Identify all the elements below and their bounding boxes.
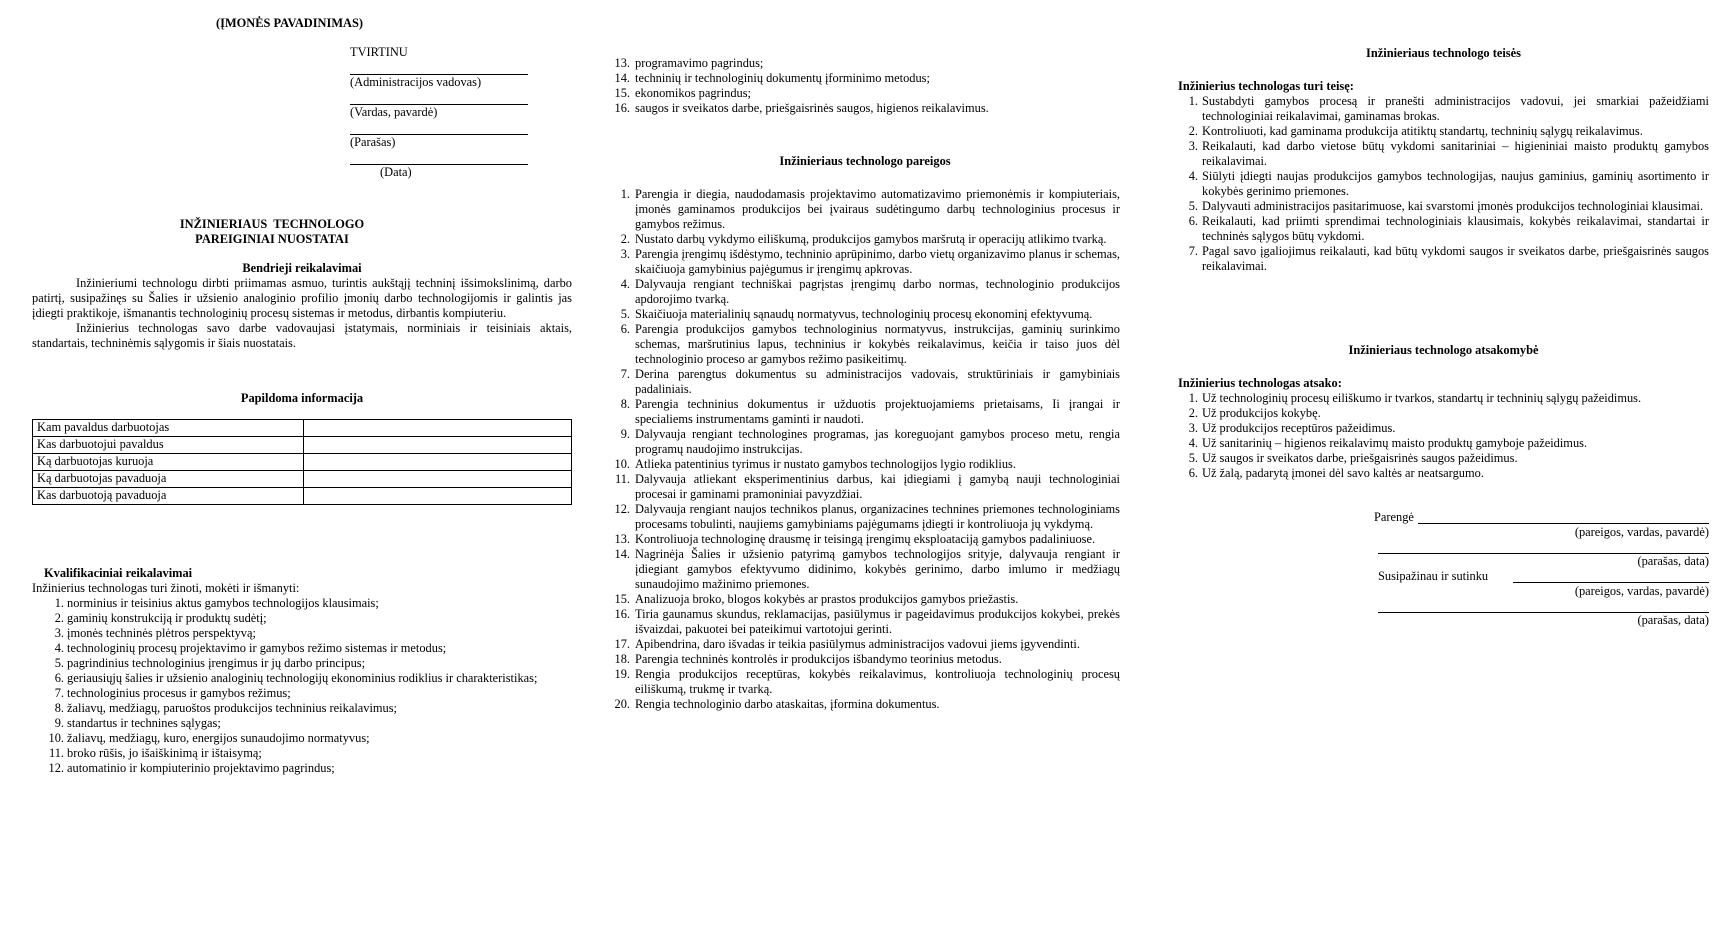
approval-line-label: (Vardas, pavardė): [350, 105, 438, 119]
qualification-list: [32, 596, 572, 776]
list-item-text: Parengia produkcijos gamybos technologinius normatyvus, instrukcijas, gaminių surinkimo schemas, maršrutinius lapus, techninius ir kokybės reikalavimus, keičia ir taiso juos dėl technologinio proceso ar gamybos režimo pasikeitimų.: [635, 322, 1120, 366]
paragraph: Inžinieriumi technologu dirbti priimamas asmuo, turintis aukštąjį techninį išsimokslinimą, darbo patirtį, susipažinęs su Šalies ir užsienio analoginio profilio įmonių darbo technologijomis ir galintis jas įdiegti praktikoje, išmanantis technologinių procesų sistemas ir metodus, dirbantis kompiuteriu.: [32, 276, 572, 320]
list-item-text: programavimo pagrindus;: [635, 56, 764, 70]
section-general: [32, 261, 572, 351]
list-item: 12. Dalyvauja rengiant naujos technikos planus, organizacines technines priemones technologiniams procesams tobulinti, naujiems gamybiniams pajėgumams įdiegti ir kontroliuoja jų vykdymą.: [614, 502, 1120, 531]
list-item-text: Už produkcijos receptūros pažeidimus.: [1202, 421, 1396, 435]
signature-line: [350, 120, 528, 135]
sign-date-note: (parašas, data): [1637, 554, 1709, 568]
table-cell-label: Kas darbuotojui pavaldus: [33, 437, 304, 454]
list-item-text: gaminių konstrukciją ir produktų sudėtį;: [67, 611, 267, 625]
list-item: 1. Sustabdyti gamybos procesą ir pranešti administracijos vadovui, jei smarkiai pažeidžiami technologiniai reikalavimai, gaminamas brokas.: [1188, 94, 1709, 123]
list-item-text: Kontroliuoti, kad gaminama produkcija atitiktų standartų, techninių sąlygų reikalavimus.: [1202, 124, 1643, 138]
signature-line: [1378, 540, 1709, 554]
list-item-text: Dalyvauja rengiant naujos technikos planus, organizacines technines priemones technologiniams procesams tobulinti, naujiems gamybiniams pajėgumams įdiegti ir kontroliuoja jų vykdymą.: [635, 502, 1120, 531]
list-item: 18. Parengia techninės kontrolės ir produkcijos išbandymo teorinius metodus.: [614, 652, 1002, 666]
list-item: 8. Parengia techninius dokumentus ir užduotis projektuojamiems prietaisams, Ii įrangai ir specialiems instrumentams gaminti ir naudoti.: [620, 397, 1120, 426]
list-item: 15. ekonomikos pagrindus;: [614, 86, 751, 100]
list-item: 7. Derina parengtus dokumentus su administracijos vadovais, struktūriniais ir gamybiniais padaliniais.: [620, 367, 1120, 396]
list-item: 6. Reikalauti, kad priimti sprendimai technologiniais klausimais, kokybės reikalavimai, standartai ir techninės sąlygos būtų vykdomi.: [1188, 214, 1709, 243]
list-item: 3. įmonės techninės plėtros perspektyvą;: [54, 626, 256, 640]
section-duties: [610, 154, 1120, 712]
list-item: 16. Tiria gaunamus skundus, reklamacijas, pasiūlymus ir pageidavimus produkcijos kokybei, prekės išvaizdai, pakuotei bei pateikimui vartotojui gerinti.: [614, 607, 1120, 636]
section-responsibility: [1178, 343, 1709, 481]
table-row: [33, 454, 572, 471]
list-item: 20. Rengia technologinio darbo ataskaitas, įformina dokumentus.: [614, 697, 940, 711]
list-item-text: Reikalauti, kad darbo vietose būtų vykdomi sanitariniai – higieniniai maisto produktų gamybos reikalavimai.: [1202, 139, 1709, 168]
list-item: 12. automatinio ir kompiuterinio projektavimo pagrindus;: [48, 761, 335, 775]
list-item: 5. Už saugos ir sveikatos darbe, priešgaisrinės saugos pažeidimus.: [1188, 451, 1518, 465]
list-item-text: žaliavų, medžiagų, kuro, energijos sunaudojimo normatyvus;: [67, 731, 370, 745]
table-cell-label: Kas darbuotoją pavaduoja: [33, 488, 304, 505]
section-subheading: Inžinierius technologas turi teisę:: [1178, 79, 1354, 93]
signature-line: [350, 90, 528, 105]
list-item-text: Už žalą, padarytą įmonei dėl savo kaltės ar neatsargumo.: [1202, 466, 1484, 480]
list-item-text: standartus ir technines sąlygas;: [67, 716, 221, 730]
list-item-text: Reikalauti, kad priimti sprendimai technologiniais klausimais, kokybės reikalavimai, standartai ir techninės sąlygos būtų vykdomi.: [1202, 214, 1709, 243]
list-item: 11. Dalyvauja atliekant eksperimentinius darbus, kai įdiegiami į gamybą nauji technologiniai procesai ir gaminami pramoniniai pavyzdžiai.: [614, 472, 1120, 501]
approval-date: (Data): [380, 165, 412, 179]
list-item: 2. Kontroliuoti, kad gaminama produkcija atitiktų standartų, techninių sąlygų reikalavimus.: [1188, 124, 1643, 138]
list-item: 7. technologinius procesus ir gamybos režimus;: [54, 686, 291, 700]
document-title-line: INŽINIERIAUS TECHNOLOGO: [179, 217, 365, 231]
list-item: 14. techninių ir technologinių dokumentų įforminimo metodus;: [614, 71, 930, 85]
section-qualification: [32, 566, 572, 776]
list-item-text: Parengia techninius dokumentus ir užduotis projektuojamiems prietaisams, Ii įrangai ir specialiems instrumentams gaminti ir naudoti.: [635, 397, 1120, 426]
table-row: [33, 420, 572, 437]
section-heading: Inžinieriaus technologo pareigos: [779, 154, 951, 168]
prepared-label: Parengė: [1374, 510, 1414, 524]
list-item: 6. Už žalą, padarytą įmonei dėl savo kaltės ar neatsargumo.: [1188, 466, 1484, 480]
list-item: 6. Parengia produkcijos gamybos technologinius normatyvus, instrukcijas, gaminių surinkimo schemas, maršrutinius lapus, techninius ir kokybės reikalavimus, keičia ir taiso juos dėl technologinio proceso ar gamybos režimo pasikeitimų.: [620, 322, 1120, 366]
list-item: 1. norminius ir teisinius aktus gamybos technologijos klausimais;: [54, 596, 379, 610]
company-name: (ĮMONĖS PAVADINIMAS): [216, 16, 363, 30]
list-item: 4. Dalyvauja rengiant techniškai pagrįstas įrengimų darbo normas, technologinio produkcijos apdorojimo tvarką.: [620, 277, 1120, 306]
acknowledged-row: [1178, 569, 1709, 584]
table-cell-label: Ką darbuotojas pavaduoja: [33, 471, 304, 488]
list-item-text: geriausiųjų šalies ir užsienio analoginių technologijų ekonominius rodiklius ir charakteristikas;: [67, 671, 538, 685]
list-item-text: Dalyvauti administracijos pasitarimuose, kai svarstomi įmonės produkcijos technologiniai klausimai.: [1202, 199, 1704, 213]
list-item: 14. Nagrinėja Šalies ir užsienio patyrimą gamybos technologijos srityje, dalyvauja rengiant ir įdiegiant gamybos efektyvumo didinimo, kokybės gerinimo, darbo imlumo ir medžiagų sunaudojimo mažinimo priemones.: [614, 547, 1120, 591]
list-item-text: Parengia techninės kontrolės ir produkcijos išbandymo teorinius metodus.: [635, 652, 1002, 666]
list-item-text: Rengia technologinio darbo ataskaitas, įformina dokumentus.: [635, 697, 940, 711]
table-cell-value: [304, 471, 572, 488]
list-item: 3. Už produkcijos receptūros pažeidimus.: [1188, 421, 1396, 435]
list-item-text: Skaičiuoja materialinių sąnaudų normatyvus, technologinių procesų ekonominį efektyvumą.: [635, 307, 1093, 321]
list-item-text: Kontroliuoja technologinę drausmę ir teisingą įrengimų eksploataciją gamybos padaliniuose.: [635, 532, 1096, 546]
table-cell-label: Kam pavaldus darbuotojas: [33, 420, 304, 437]
table-row: [33, 437, 572, 454]
list-item-text: Nagrinėja Šalies ir užsienio patyrimą gamybos technologijos srityje, dalyvauja rengiant ir įdiegiant gamybos efektyvumo didinimo, kokybės gerinimo, darbo imlumo ir medžiagų sunaudojimo mažinimo priemones.: [635, 547, 1120, 591]
list-item: 15. Analizuoja broko, blogos kokybės ar prastos produkcijos gamybos priežastis.: [614, 592, 1019, 606]
approval-line-label: (Parašas): [350, 135, 396, 149]
section-heading: Inžinieriaus technologo atsakomybė: [1348, 343, 1539, 357]
list-item-text: Sustabdyti gamybos procesą ir pranešti administracijos vadovui, jei smarkiai pažeidžiami technologiniai reikalavimai, gaminamas brokas.: [1202, 94, 1709, 123]
list-item-text: Už produkcijos kokybę.: [1202, 406, 1321, 420]
list-item-text: Nustato darbų vykdymo eiliškumą, produkcijos gamybos maršrutą ir operacijų atlikimo tvarką.: [635, 232, 1107, 246]
document-title-line: PAREIGINIAI NUOSTATAI: [195, 232, 349, 246]
list-item: 8. žaliavų, medžiagų, paruoštos produkcijos techninius reikalavimus;: [54, 701, 397, 715]
section-subheading: Inžinierius technologas atsako:: [1178, 376, 1342, 390]
positions-note-row: [1178, 525, 1709, 540]
list-item: 4. Už sanitarinių – higienos reikalavimų maisto produktų gamyboje pažeidimus.: [1188, 436, 1588, 450]
list-item: 1. Parengia ir diegia, naudodamasis projektavimo automatizavimo priemonėmis ir kompiuteriais, įmonės gaminamos produkcijos bei įvairaus sudėtingumo darbų technologinius procesus ir gamybos režimus.: [620, 187, 1120, 231]
signature-line: [350, 60, 528, 75]
list-item: 6. geriausiųjų šalies ir užsienio analoginių technologijų ekonominius rodiklius ir charakteristikas;: [54, 671, 538, 685]
additional-info-table: [32, 419, 572, 505]
list-item-text: Už saugos ir sveikatos darbe, priešgaisrinės saugos pažeidimus.: [1202, 451, 1518, 465]
list-item: 9. standartus ir technines sąlygas;: [54, 716, 221, 730]
section-additional-info: [32, 391, 572, 505]
list-item-text: Siūlyti įdiegti naujas produkcijos gamybos technologijas, naujus gaminius, gaminių asortimento ir kokybės gerinimo priemones.: [1202, 169, 1709, 198]
signature-line: [1513, 569, 1709, 583]
list-item-text: saugos ir sveikatos darbe, priešgaisrinės saugos, higienos reikalavimus.: [635, 101, 989, 115]
document-title: [32, 217, 512, 247]
list-item: 9. Dalyvauja rengiant technologines programas, jas koreguojant gamybos proceso metu, rengia programų naudojimo instrukcijas.: [620, 427, 1120, 456]
list-item-text: Atlieka patentinius tyrimus ir nustato gamybos technologijos lygio rodiklius.: [635, 457, 1016, 471]
list-item: 4. technologinių procesų projektavimo ir gamybos režimo sistemas ir metodus;: [54, 641, 447, 655]
list-item-text: Už sanitarinių – higienos reikalavimų maisto produktų gamyboje pažeidimus.: [1202, 436, 1588, 450]
list-item-text: Dalyvauja atliekant eksperimentinius darbus, kai įdiegiami į gamybą nauji technologiniai procesai ir gaminami pramoniniai pavyzdžiai.: [635, 472, 1120, 501]
table-row: [33, 488, 572, 505]
table-cell-value: [304, 437, 572, 454]
section-heading: Inžinieriaus technologo teisės: [1366, 46, 1521, 60]
list-item: 5. pagrindinius technologinius įrengimus ir jų darbo principus;: [54, 656, 366, 670]
signature-block: [1178, 510, 1709, 628]
list-item-text: Parengia ir diegia, naudodamasis projektavimo automatizavimo priemonėmis ir kompiuteriais, įmonės gaminamos produkcijos bei įvairaus sudėtingumo darbų technologinius procesus ir gamybos režimus.: [635, 187, 1120, 231]
list-item: 3. Reikalauti, kad darbo vietose būtų vykdomi sanitariniai – higieniniai maisto produktų gamybos reikalavimai.: [1188, 139, 1709, 168]
list-item-text: Pagal savo įgaliojimus reikalauti, kad būtų vykdomi saugos ir sveikatos darbe, priešgaisrinės saugos reikalavimai.: [1202, 244, 1709, 273]
signature-line: [1378, 599, 1709, 613]
section-heading: Papildoma informacija: [240, 391, 364, 405]
list-item-text: Derina parengtus dokumentus su administracijos vadovais, struktūriniais ir gamybiniais padaliniais.: [635, 367, 1120, 396]
list-item: 13. Kontroliuoja technologinę drausmę ir teisingą įrengimų eksploataciją gamybos padaliniuose.: [614, 532, 1096, 546]
approval-block: [350, 45, 528, 180]
paragraph: Inžinierius technologas turi žinoti, mokėti ir išmanyti:: [32, 581, 300, 595]
signature-line: [350, 150, 528, 165]
table-cell-value: [304, 454, 572, 471]
list-item-text: techninių ir technologinių dokumentų įforminimo metodus;: [635, 71, 930, 85]
list-item-text: broko rūšis, jo išaiškinimą ir ištaisymą;: [67, 746, 262, 760]
section-heading: Kvalifikaciniai reikalavimai: [44, 566, 193, 580]
list-item-text: Tiria gaunamus skundus, reklamacijas, pasiūlymus ir pageidavimus produkcijos kokybei, prekės išvaizdai, pakuotei bei pateikimui vartotojui gerinti.: [635, 607, 1120, 636]
prepared-row: [1178, 510, 1709, 525]
table-row: [33, 471, 572, 488]
list-item: 4. Siūlyti įdiegti naujas produkcijos gamybos technologijas, naujus gaminius, gaminių asortimento ir kokybės gerinimo priemones.: [1188, 169, 1709, 198]
list-item: 11. broko rūšis, jo išaiškinimą ir ištaisymą;: [48, 746, 262, 760]
section-heading: Bendrieji reikalavimai: [242, 261, 362, 275]
table-cell-label: Ką darbuotojas kuruoja: [33, 454, 304, 471]
paragraph: Inžinierius technologas savo darbe vadovaujasi įstatymais, norminiais ir teisiniais aktais, standartais, techninėmis sąlygomis ir šiais nuostatais.: [32, 321, 572, 350]
list-item: 2. Už produkcijos kokybę.: [1188, 406, 1321, 420]
list-item-text: Dalyvauja rengiant technologines programas, jas koreguojant gamybos proceso metu, rengia programų naudojimo instrukcijas.: [635, 427, 1120, 456]
list-item: 17. Apibendrina, daro išvadas ir teikia pasiūlymus administracijos vadovui jiems įgyvendinti.: [614, 637, 1080, 651]
list-item: 10. Atlieka patentinius tyrimus ir nustato gamybos technologijos lygio rodiklius.: [614, 457, 1016, 471]
list-item-text: Apibendrina, daro išvadas ir teikia pasiūlymus administracijos vadovui jiems įgyvendinti.: [635, 637, 1080, 651]
list-item-text: Rengia produkcijos receptūras, kokybės reikalavimus, kontroliuoja technologinių procesų eiliškumą, trukmę ir tvarką.: [635, 667, 1120, 696]
list-item: 2. gaminių konstrukciją ir produktų sudėtį;: [54, 611, 267, 625]
list-item: 5. Dalyvauti administracijos pasitarimuose, kai svarstomi įmonės produkcijos technologiniai klausimai.: [1188, 199, 1704, 213]
table-cell-value: [304, 420, 572, 437]
section-rights: [1178, 46, 1709, 274]
rights-list: [1178, 94, 1709, 274]
list-item-text: Už technologinių procesų eiliškumo ir tvarkos, standartų ir techninių sąlygų pažeidimus.: [1202, 391, 1642, 405]
list-item-text: norminius ir teisinius aktus gamybos technologijos klausimais;: [67, 596, 379, 610]
sign-date-note: (parašas, data): [1637, 613, 1709, 627]
list-item: 10. žaliavų, medžiagų, kuro, energijos sunaudojimo normatyvus;: [48, 731, 370, 745]
list-item: 2. Nustato darbų vykdymo eiliškumą, produkcijos gamybos maršrutą ir operacijų atlikimo tvarką.: [620, 232, 1107, 246]
table-cell-value: [304, 488, 572, 505]
responsibility-list: [1178, 391, 1709, 481]
duties-list: [610, 187, 1120, 712]
list-item: 1. Už technologinių procesų eiliškumo ir tvarkos, standartų ir techninių sąlygų pažeidimus.: [1188, 391, 1642, 405]
list-item-text: technologinius procesus ir gamybos režimus;: [67, 686, 291, 700]
list-item: 13. programavimo pagrindus;: [614, 56, 764, 70]
sign-date-note-row: [1178, 554, 1709, 569]
qualification-list-continued: [610, 56, 1120, 116]
approval-title: TVIRTINU: [350, 45, 408, 59]
list-item: 16. saugos ir sveikatos darbe, priešgaisrinės saugos, higienos reikalavimus.: [614, 101, 989, 115]
list-item-text: įmonės techninės plėtros perspektyvą;: [67, 626, 256, 640]
acknowledged-label: Susipažinau ir sutinku: [1378, 569, 1489, 583]
positions-note: (pareigos, vardas, pavardė): [1574, 584, 1709, 598]
positions-note-row: [1178, 584, 1709, 599]
list-item-text: automatinio ir kompiuterinio projektavimo pagrindus;: [67, 761, 335, 775]
list-item-text: žaliavų, medžiagų, paruoštos produkcijos techninius reikalavimus;: [67, 701, 397, 715]
positions-note: (pareigos, vardas, pavardė): [1574, 525, 1709, 539]
sign-date-note-row: [1178, 613, 1709, 628]
signature-line: [1418, 510, 1709, 524]
list-item-text: Analizuoja broko, blogos kokybės ar prastos produkcijos gamybos priežastis.: [635, 592, 1019, 606]
list-item-text: technologinių procesų projektavimo ir gamybos režimo sistemas ir metodus;: [67, 641, 447, 655]
list-item: 7. Pagal savo įgaliojimus reikalauti, kad būtų vykdomi saugos ir sveikatos darbe, priešgaisrinės saugos reikalavimai.: [1188, 244, 1709, 273]
list-item: 5. Skaičiuoja materialinių sąnaudų normatyvus, technologinių procesų ekonominį efektyvumą.: [620, 307, 1093, 321]
approval-line-label: (Administracijos vadovas): [350, 75, 482, 89]
list-item: 3. Parengia įrengimų išdėstymo, techninio aprūpinimo, darbo vietų organizavimo planus ir schemas, skaičiuoja gamybinius pajėgumus ir įrengimų apkrovas.: [620, 247, 1120, 276]
list-item-text: Dalyvauja rengiant techniškai pagrįstas įrengimų darbo normas, technologinio produkcijos apdorojimo tvarką.: [635, 277, 1120, 306]
list-item-text: Parengia įrengimų išdėstymo, techninio aprūpinimo, darbo vietų organizavimo planus ir schemas, skaičiuoja gamybinius pajėgumus ir įrengimų apkrovas.: [635, 247, 1120, 276]
list-item-text: ekonomikos pagrindus;: [635, 86, 751, 100]
list-item: 19. Rengia produkcijos receptūras, kokybės reikalavimus, kontroliuoja technologinių procesų eiliškumą, trukmę ir tvarką.: [614, 667, 1120, 696]
list-item-text: pagrindinius technologinius įrengimus ir jų darbo principus;: [67, 656, 366, 670]
